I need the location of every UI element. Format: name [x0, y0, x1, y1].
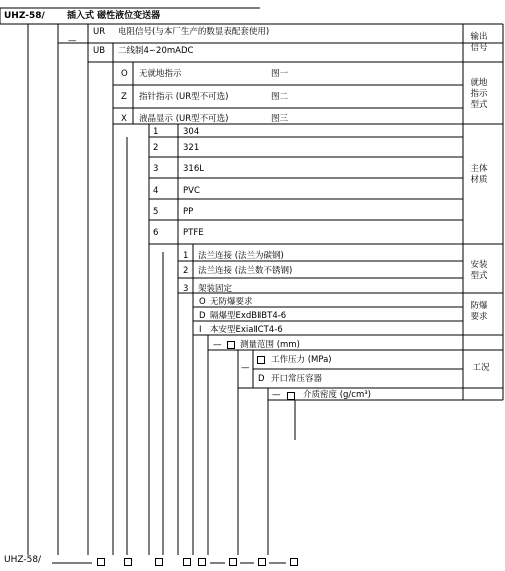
install-code-3: 3	[183, 284, 189, 294]
density-checkbox[interactable]	[287, 392, 295, 400]
install-desc-3: 架装固定	[198, 284, 233, 294]
indicator-fig-o: 图一	[271, 69, 289, 79]
material-code-6: 6	[153, 228, 159, 238]
indicator-desc-x: 液晶显示 (UR型不可选)	[139, 114, 229, 124]
density-desc: 介质密度 (g/cm³)	[303, 390, 371, 400]
indicator-desc-z: 指针指示 (UR型不可选)	[139, 92, 229, 102]
material-code-3: 3	[153, 164, 159, 174]
footer-box-signal[interactable]	[97, 558, 105, 566]
header-title: 插入式 磁性液位变送器	[67, 11, 161, 21]
condition-side-label: 工况	[472, 363, 490, 373]
material-desc-4: PVC	[183, 186, 200, 196]
install-code-1: 1	[183, 251, 189, 261]
material-desc-3: 316L	[183, 164, 204, 174]
signal-code-ur: UR	[93, 27, 106, 37]
material-desc-6: PTFE	[183, 228, 204, 238]
material-desc-5: PP	[183, 207, 194, 217]
indicator-fig-z: 图二	[271, 92, 289, 102]
footer-box-material[interactable]	[155, 558, 163, 566]
material-code-5: 5	[153, 207, 159, 217]
explosion-code-d: D	[199, 311, 206, 321]
footer-box-install[interactable]	[183, 558, 191, 566]
header-model: UHZ-58/	[4, 11, 45, 21]
density-dash: —	[272, 390, 281, 400]
explosion-desc-d: 隔爆型ExdBⅡBT4-6	[210, 311, 287, 321]
range-dash: —	[213, 340, 222, 350]
indicator-code-z: Z	[121, 92, 127, 102]
indicator-code-o: O	[121, 69, 128, 79]
footer-model: UHZ-58/	[4, 555, 42, 565]
indicator-side-label: 就地指示型式	[470, 78, 488, 110]
footer-box-indicator[interactable]	[124, 558, 132, 566]
install-desc-2: 法兰连接 (法兰数不锈钢)	[198, 266, 293, 276]
material-desc-1: 304	[183, 127, 200, 137]
footer-box-density[interactable]	[290, 558, 298, 566]
material-desc-2: 321	[183, 143, 200, 153]
explosion-desc-i: 本安型ExiaⅡCT4-6	[210, 325, 283, 335]
signal-code-ub: UB	[93, 46, 106, 56]
material-side-label: 主体材质	[470, 164, 488, 185]
install-desc-1: 法兰连接 (法兰为碳钢)	[198, 251, 284, 261]
condition-open-code: D	[258, 374, 265, 384]
explosion-desc-o: 无防爆要求	[210, 297, 253, 307]
pressure-checkbox[interactable]	[257, 356, 265, 364]
signal-side-label: 输出信号	[470, 32, 488, 53]
signal-desc-ub: 二线制4∽20mADC	[118, 46, 194, 56]
material-code-2: 2	[153, 143, 159, 153]
footer-box-range[interactable]	[229, 558, 237, 566]
material-code-1: 1	[153, 127, 159, 137]
explosion-code-o: O	[199, 297, 206, 307]
install-code-2: 2	[183, 266, 189, 276]
indicator-desc-o: 无就地指示	[139, 69, 182, 79]
condition-pressure: 工作压力 (MPa)	[271, 355, 332, 365]
range-checkbox[interactable]	[227, 341, 235, 349]
explosion-side-label: 防爆要求	[470, 301, 488, 322]
indicator-fig-x: 图三	[271, 114, 289, 124]
material-code-4: 4	[153, 186, 159, 196]
install-side-label: 安装型式	[470, 260, 488, 281]
explosion-code-i: I	[199, 325, 202, 335]
condition-open-desc: 开口常压容器	[271, 374, 323, 384]
signal-dash: —	[68, 36, 77, 46]
range-desc: 测量范围 (mm)	[240, 340, 300, 350]
indicator-code-x: X	[121, 114, 127, 124]
condition-dash: —	[241, 363, 250, 373]
signal-desc-ur: 电阻信号(与本厂生产的数显表配套使用)	[118, 27, 270, 37]
footer-box-explosion[interactable]	[198, 558, 206, 566]
footer-box-condition[interactable]	[258, 558, 266, 566]
